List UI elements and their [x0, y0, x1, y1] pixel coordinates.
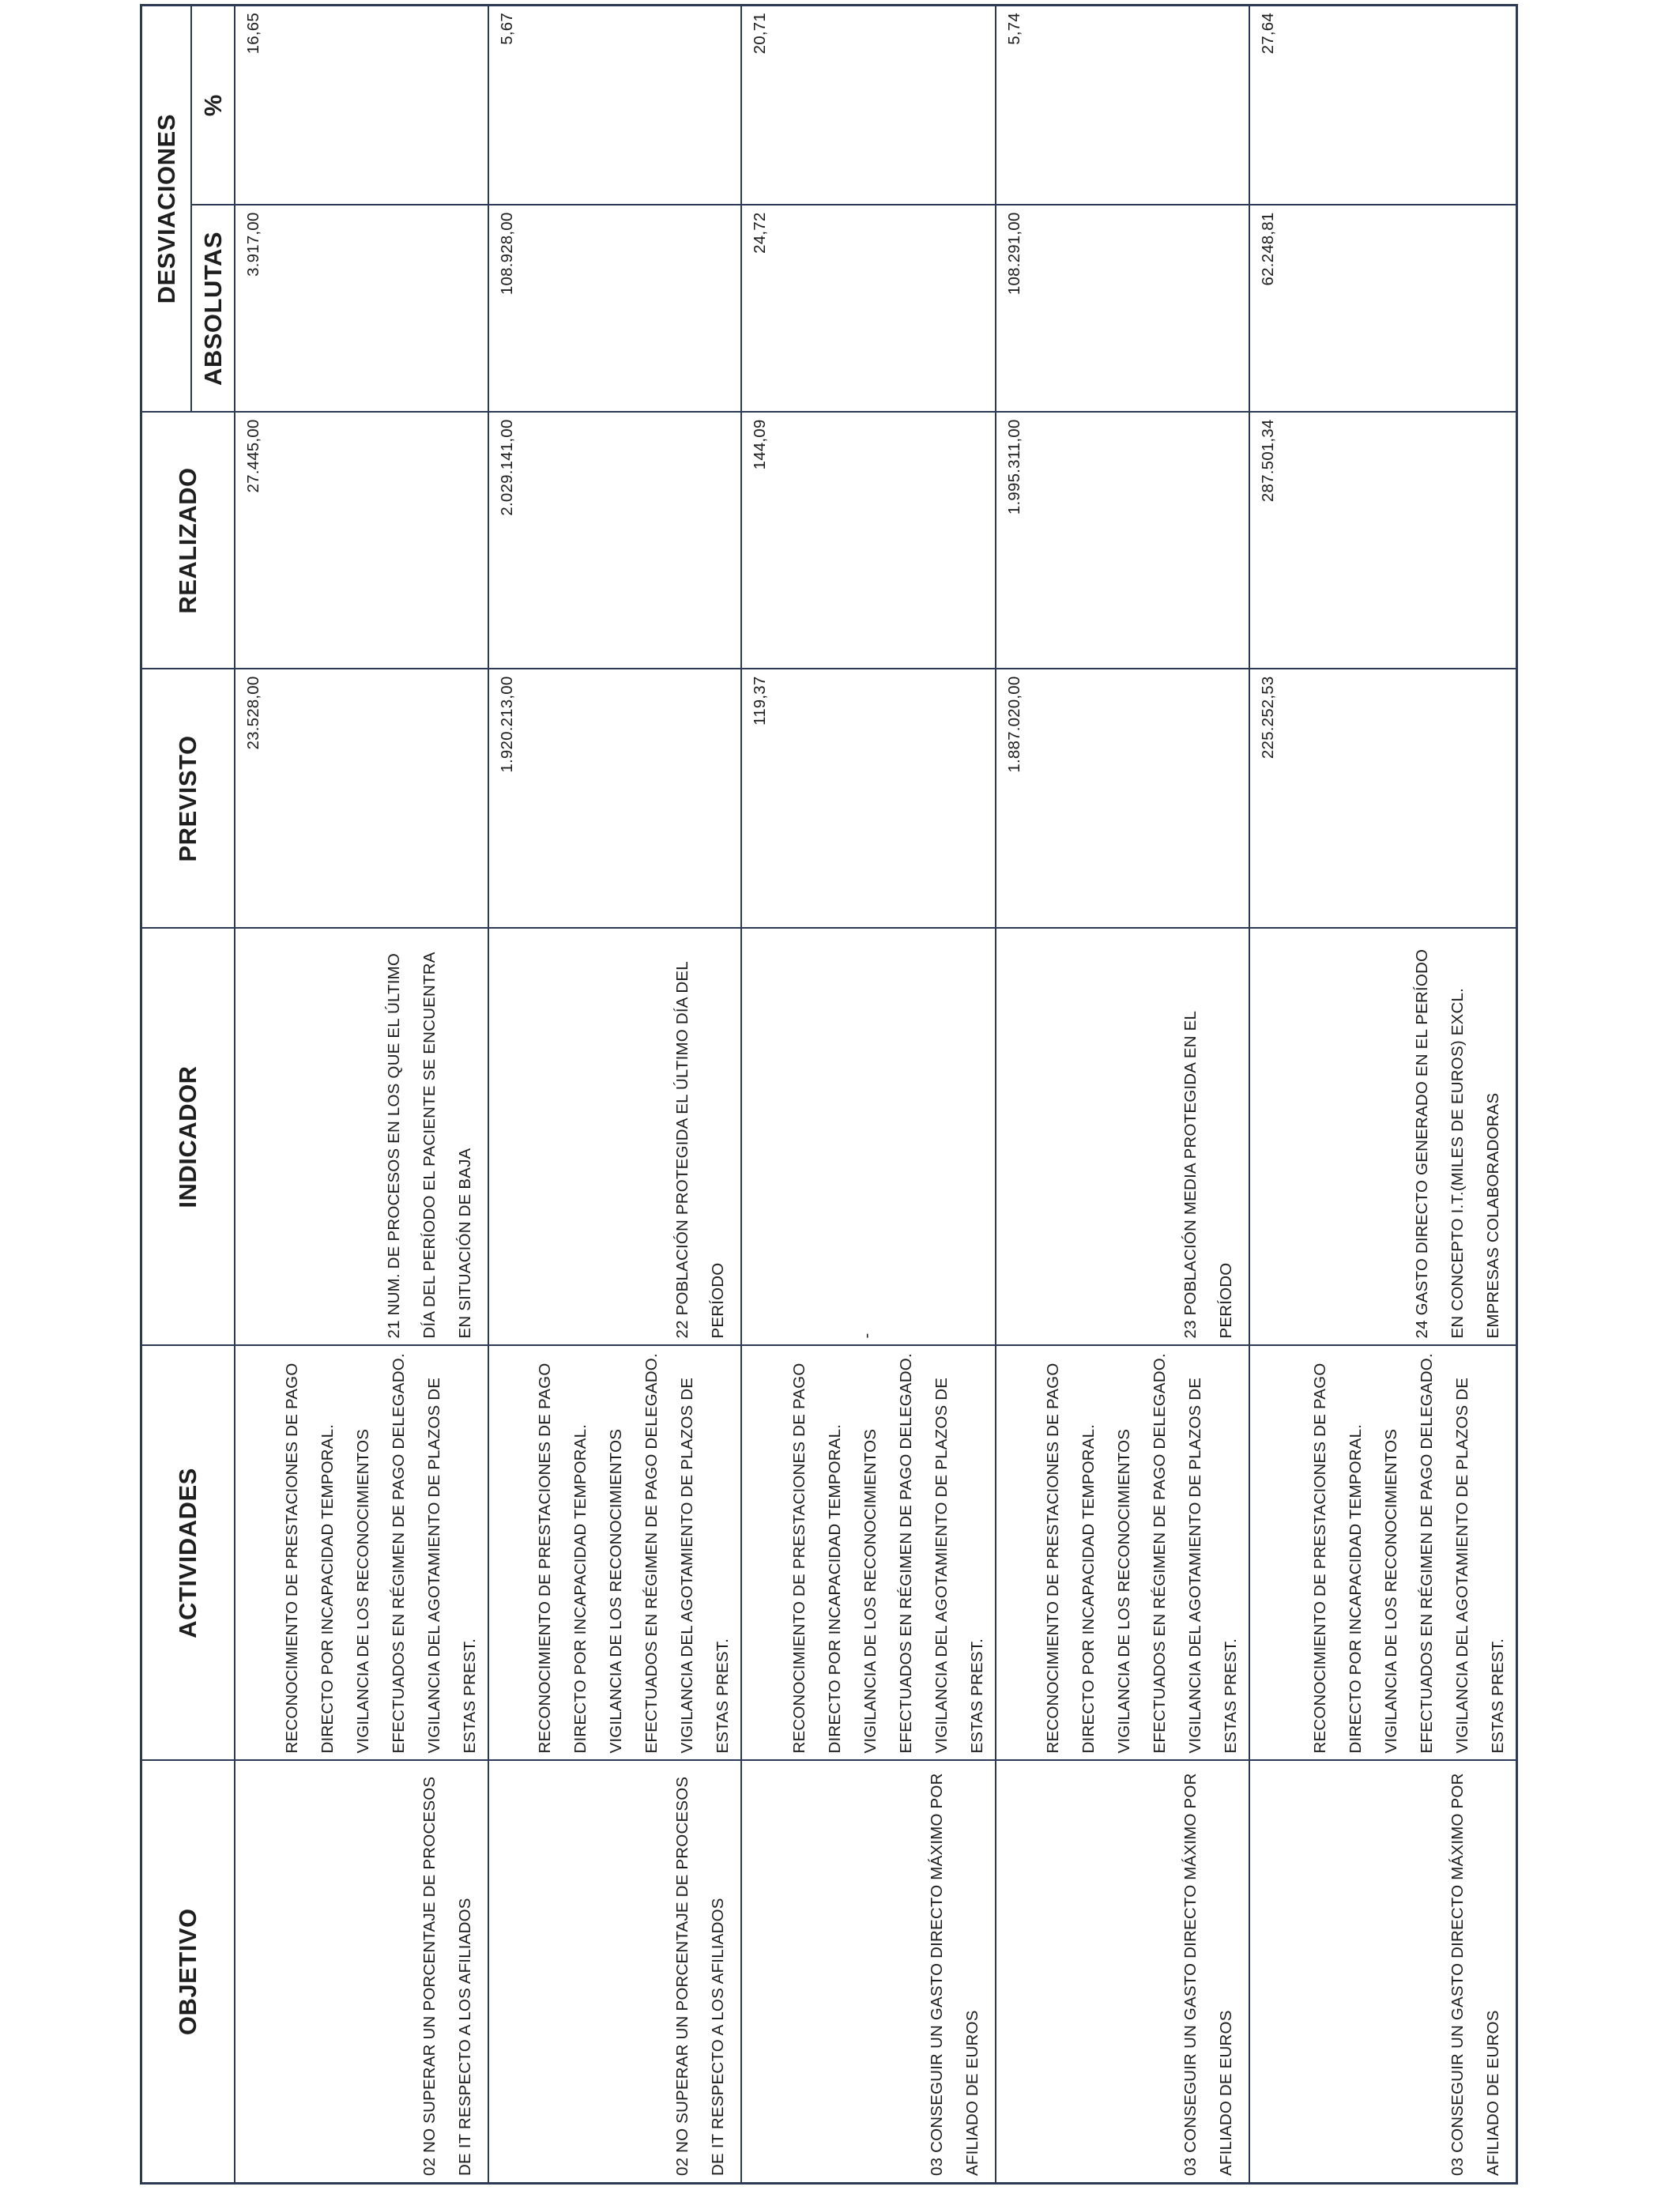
cell-realizado: 144,09: [741, 413, 996, 669]
objectives-table: [140, 4, 1518, 2185]
cell-indicador: 22 POBLACIÓN PROTEGIDA EL ÚLTIMO DÍA DEL PERÍODO: [488, 929, 741, 1346]
cell-absolutas: 108.928,00: [488, 205, 741, 413]
cell-realizado: 287.501,34: [1249, 413, 1516, 669]
cell-porcentaje: 27,64: [1249, 6, 1516, 205]
cell-indicador: -: [741, 929, 996, 1346]
cell-realizado: 27.445,00: [235, 413, 488, 669]
cell-previsto: 1.887.020,00: [996, 669, 1249, 929]
cell-previsto: 119,37: [741, 669, 996, 929]
cell-objetivo: 02 NO SUPERAR UN PORCENTAJE DE PROCESOS DE IT RESPECTO A LOS AFILIADOS: [235, 1761, 488, 2184]
cell-indicador: 24 GASTO DIRECTO GENERADO EN EL PERÍODO EN CONCEPTO I.T.(MILES DE EUROS) EXCL. EMPRESAS COLABORADORAS: [1249, 929, 1516, 1346]
cell-actividades: RECONOCIMIENTO DE PRESTACIONES DE PAGO DIRECTO POR INCAPACIDAD TEMPORAL. VIGILANCIA DE LOS RECONOCIMIENTOS EFECTUADOS EN RÉGIMEN DE PAGO DELEGADO. VIGILANCIA DEL AGOTAMIENTO DE PLAZOS DE ESTAS PREST.: [1249, 1346, 1516, 1761]
header-objetivo: OBJETIVO: [141, 1761, 235, 2184]
cell-actividades: RECONOCIMIENTO DE PRESTACIONES DE PAGO DIRECTO POR INCAPACIDAD TEMPORAL. VIGILANCIA DE LOS RECONOCIMIENTOS EFECTUADOS EN RÉGIMEN DE PAGO DELEGADO. VIGILANCIA DEL AGOTAMIENTO DE PLAZOS DE ESTAS PREST.: [488, 1346, 741, 1761]
cell-porcentaje: 5,74: [996, 6, 1249, 205]
header-porcentaje: %: [191, 6, 235, 205]
table-row: [488, 6, 741, 2184]
header-row-main: [141, 6, 192, 2184]
cell-realizado: 2.029.141,00: [488, 413, 741, 669]
table-row: [741, 6, 996, 2184]
header-previsto: PREVISTO: [141, 669, 235, 929]
header-realizado: REALIZADO: [141, 413, 235, 669]
cell-porcentaje: 5,67: [488, 6, 741, 205]
table-row: [1249, 6, 1516, 2184]
cell-absolutas: 108.291,00: [996, 205, 1249, 413]
cell-objetivo: 03 CONSEGUIR UN GASTO DIRECTO MÁXIMO POR AFILIADO DE EUROS: [1249, 1761, 1516, 2184]
cell-objetivo: 02 NO SUPERAR UN PORCENTAJE DE PROCESOS DE IT RESPECTO A LOS AFILIADOS: [488, 1761, 741, 2184]
cell-actividades: RECONOCIMIENTO DE PRESTACIONES DE PAGO DIRECTO POR INCAPACIDAD TEMPORAL. VIGILANCIA DE LOS RECONOCIMIENTOS EFECTUADOS EN RÉGIMEN DE PAGO DELEGADO. VIGILANCIA DEL AGOTAMIENTO DE PLAZOS DE ESTAS PREST.: [741, 1346, 996, 1761]
cell-absolutas: 62.248,81: [1249, 205, 1516, 413]
cell-porcentaje: 20,71: [741, 6, 996, 205]
cell-indicador: 21 NUM. DE PROCESOS EN LOS QUE EL ÚLTIMO DÍA DEL PERÍODO EL PACIENTE SE ENCUENTRA EN SITUACIÓN DE BAJA: [235, 929, 488, 1346]
cell-actividades: RECONOCIMIENTO DE PRESTACIONES DE PAGO DIRECTO POR INCAPACIDAD TEMPORAL. VIGILANCIA DE LOS RECONOCIMIENTOS EFECTUADOS EN RÉGIMEN DE PAGO DELEGADO. VIGILANCIA DEL AGOTAMIENTO DE PLAZOS DE ESTAS PREST.: [235, 1346, 488, 1761]
cell-objetivo: 03 CONSEGUIR UN GASTO DIRECTO MÁXIMO POR AFILIADO DE EUROS: [996, 1761, 1249, 2184]
cell-actividades: RECONOCIMIENTO DE PRESTACIONES DE PAGO DIRECTO POR INCAPACIDAD TEMPORAL. VIGILANCIA DE LOS RECONOCIMIENTOS EFECTUADOS EN RÉGIMEN DE PAGO DELEGADO. VIGILANCIA DEL AGOTAMIENTO DE PLAZOS DE ESTAS PREST.: [996, 1346, 1249, 1761]
header-actividades: ACTIVIDADES: [141, 1346, 235, 1761]
cell-previsto: 225.252,53: [1249, 669, 1516, 929]
cell-objetivo: 03 CONSEGUIR UN GASTO DIRECTO MÁXIMO POR AFILIADO DE EUROS: [741, 1761, 996, 2184]
cell-absolutas: 24,72: [741, 205, 996, 413]
header-desviaciones: DESVIACIONES: [141, 6, 192, 413]
cell-absolutas: 3.917,00: [235, 205, 488, 413]
table-row: [996, 6, 1249, 2184]
header-absolutas: ABSOLUTAS: [191, 205, 235, 413]
header-indicador: INDICADOR: [141, 929, 235, 1346]
table-row: [235, 6, 488, 2184]
cell-indicador: 23 POBLACIÓN MEDIA PROTEGIDA EN EL PERÍODO: [996, 929, 1249, 1346]
cell-previsto: 1.920.213,00: [488, 669, 741, 929]
cell-previsto: 23.528,00: [235, 669, 488, 929]
cell-porcentaje: 16,65: [235, 6, 488, 205]
cell-realizado: 1.995.311,00: [996, 413, 1249, 669]
